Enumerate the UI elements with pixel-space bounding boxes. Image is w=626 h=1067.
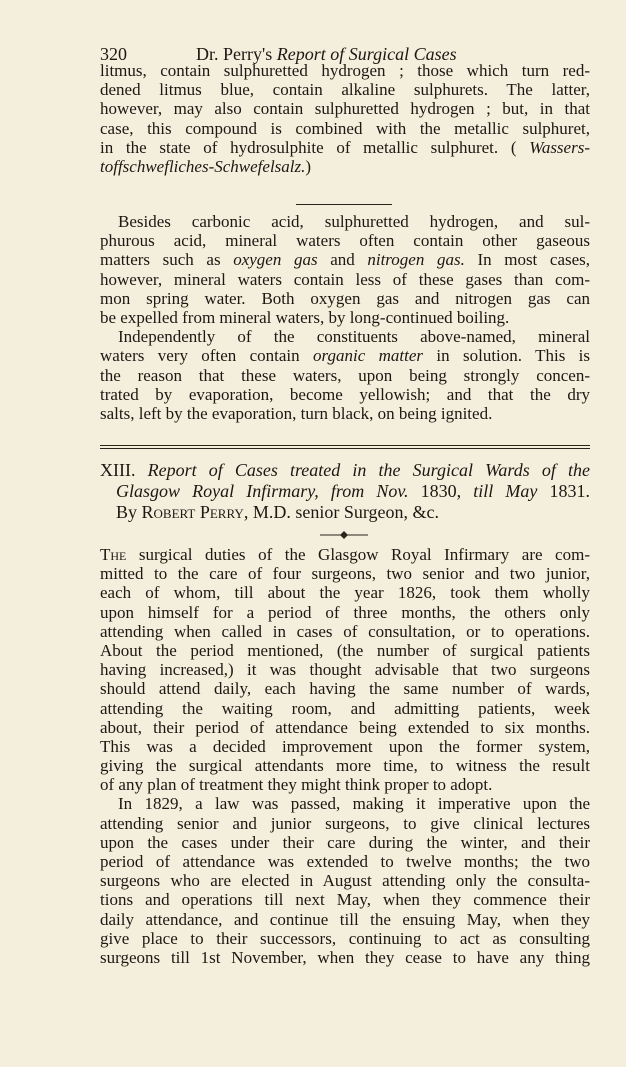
article-rule-top bbox=[100, 445, 590, 446]
text-line bbox=[100, 775, 590, 794]
paragraph-litmus bbox=[100, 61, 590, 176]
italic-text: till May bbox=[473, 481, 538, 501]
text-segment: attending when called in cases of consultation, or to operations. bbox=[100, 621, 590, 641]
article-rule-bottom bbox=[100, 448, 590, 449]
running-title-plain: Dr. Perry's bbox=[196, 44, 277, 64]
text-line bbox=[100, 929, 590, 948]
text-segment: 1831. bbox=[537, 481, 590, 501]
text-segment: waters very often contain bbox=[100, 346, 314, 366]
text-segment: however, mineral waters contain less of these gases than com- bbox=[100, 269, 590, 289]
text-segment: 1830, bbox=[408, 481, 474, 501]
text-segment: surgeons who are elected in August attending only the consulta- bbox=[100, 871, 590, 891]
text-line bbox=[100, 366, 590, 385]
text-segment: giving the surgical attendants more time, to witness the result bbox=[100, 756, 590, 776]
text-line bbox=[100, 679, 590, 698]
text-segment: Besides carbonic acid, sulphuretted hydrogen, and sul- bbox=[118, 212, 590, 231]
text-segment: in the state of hydrosulphite of metallic sulphuret. ( bbox=[100, 137, 530, 157]
text-segment: phurous acid, mineral waters often contain other gaseous bbox=[100, 231, 590, 251]
text-line bbox=[100, 289, 590, 308]
text-line bbox=[100, 460, 590, 481]
italic-text: oxygen gas bbox=[233, 250, 318, 270]
small-caps-text: The bbox=[100, 545, 127, 564]
small-caps-text: Robert Perry bbox=[141, 502, 244, 522]
text-line bbox=[100, 890, 590, 909]
text-segment: should attend daily, each having the same number of wards, bbox=[100, 679, 590, 699]
text-segment: attending senior and junior surgeons, to give clinical lectures bbox=[100, 813, 590, 833]
text-line bbox=[100, 157, 590, 176]
text-line bbox=[100, 99, 590, 118]
text-line bbox=[100, 814, 590, 833]
article-body bbox=[100, 545, 590, 967]
text-segment: This was a decided improvement upon the former system, bbox=[100, 736, 590, 756]
text-line bbox=[100, 948, 590, 967]
text-line bbox=[100, 852, 590, 871]
text-line bbox=[100, 346, 590, 365]
text-segment: surgical duties of the Glasgow Royal Infirmary are com- bbox=[126, 545, 590, 564]
text-segment: attending the waiting room, and admitting patients, week bbox=[100, 698, 590, 718]
text-segment: salts, left by the evaporation, turn black, on being ignited. bbox=[100, 403, 493, 423]
text-segment: mitted to the care of four surgeons, two senior and two junior, bbox=[100, 564, 590, 584]
text-line bbox=[100, 718, 590, 737]
text-line bbox=[100, 61, 590, 80]
text-segment: upon the cases under their care during the winter, and their bbox=[100, 832, 590, 852]
text-line bbox=[100, 833, 590, 852]
text-segment: ) bbox=[305, 156, 312, 176]
text-line bbox=[100, 270, 590, 289]
text-segment: in solution. This is bbox=[423, 346, 591, 366]
text-segment: give place to their successors, continuing to act as consulting bbox=[100, 928, 590, 948]
ornament-divider-icon bbox=[320, 530, 368, 540]
text-line bbox=[100, 308, 590, 327]
text-line bbox=[100, 794, 590, 813]
text-segment: mon spring water. Both oxygen gas and nitrogen gas can bbox=[100, 288, 590, 308]
text-segment: the reason that these waters, upon being strongly concen- bbox=[100, 365, 590, 385]
text-line bbox=[100, 80, 590, 99]
text-line bbox=[100, 250, 590, 269]
italic-text: Glasgow Royal Infirmary, from Nov. bbox=[116, 481, 409, 501]
text-segment: , M.D. senior Surgeon, &c. bbox=[243, 502, 439, 522]
text-segment: however, may also contain sulphuretted hydrogen ; but, in that bbox=[100, 99, 590, 119]
text-line bbox=[100, 641, 590, 660]
text-line bbox=[100, 910, 590, 929]
text-line bbox=[100, 502, 590, 523]
text-line bbox=[100, 756, 590, 775]
text-line bbox=[100, 564, 590, 583]
text-line bbox=[100, 138, 590, 157]
text-segment: each of whom, till about the year 1826, took them wholly bbox=[100, 583, 590, 603]
paragraph-gases bbox=[100, 212, 590, 423]
text-segment: be expelled from mineral waters, by long-continued boiling. bbox=[100, 307, 510, 327]
section-divider bbox=[296, 204, 392, 205]
text-segment: of any plan of treatment they might think proper to adopt. bbox=[100, 775, 493, 795]
text-segment: about, their period of attendance being extended to six months. bbox=[100, 717, 590, 737]
text-line bbox=[100, 327, 590, 346]
text-segment: period of attendance was extended to twelve months; the two bbox=[100, 852, 590, 871]
text-segment: case, this compound is combined with the metallic sulphuret, bbox=[100, 118, 590, 138]
text-segment: Independently of the constituents above-named, mineral bbox=[118, 327, 590, 347]
text-segment: daily attendance, and continue till the ensuing May, when they bbox=[100, 909, 590, 929]
italic-text: nitrogen gas. bbox=[367, 250, 465, 270]
text-line bbox=[100, 404, 590, 423]
text-segment: XIII. bbox=[100, 460, 148, 480]
text-segment: dened litmus blue, contain alkaline sulphurets. The latter, bbox=[100, 80, 590, 100]
text-segment: In most cases, bbox=[464, 250, 591, 270]
italic-text: Wassers- bbox=[529, 137, 590, 157]
text-line bbox=[100, 603, 590, 622]
page-number: 320 bbox=[100, 44, 127, 64]
text-segment: In 1829, a law was passed, making it imperative upon the bbox=[118, 794, 590, 814]
text-line bbox=[100, 622, 590, 641]
italic-text: organic matter bbox=[313, 346, 424, 366]
article-heading bbox=[100, 460, 590, 523]
text-segment: upon himself for a period of three months, the others only bbox=[100, 602, 590, 622]
text-line bbox=[100, 545, 590, 564]
text-line bbox=[100, 583, 590, 602]
text-segment: having increased,) it was thought advisable that two surgeons bbox=[100, 660, 590, 680]
text-line bbox=[100, 481, 590, 502]
italic-text: toffschwefliches-Schwefelsalz. bbox=[100, 156, 306, 176]
text-segment: matters such as bbox=[100, 250, 234, 270]
text-line bbox=[100, 737, 590, 756]
text-line bbox=[100, 212, 590, 231]
text-line bbox=[100, 871, 590, 890]
text-line bbox=[100, 119, 590, 138]
text-segment: By bbox=[116, 502, 142, 522]
text-segment: tions and operations till next May, when they commence their bbox=[100, 890, 590, 910]
text-line bbox=[100, 385, 590, 404]
text-line bbox=[100, 660, 590, 679]
text-segment: and bbox=[317, 250, 368, 270]
text-segment: About the period mentioned, (the number of surgical patients bbox=[100, 640, 590, 660]
text-segment: surgeons till 1st November, when they cease to have any thing bbox=[100, 947, 590, 967]
italic-text: Report of Cases treated in the Surgical Wards of the bbox=[147, 460, 590, 480]
text-segment: litmus, contain sulphuretted hydrogen ; those which turn red- bbox=[100, 61, 590, 80]
text-line bbox=[100, 699, 590, 718]
text-line bbox=[100, 231, 590, 250]
text-segment: trated by evaporation, become yellowish; and that the dry bbox=[100, 384, 590, 404]
running-title-italic: Report of Surgical Cases bbox=[276, 44, 457, 64]
